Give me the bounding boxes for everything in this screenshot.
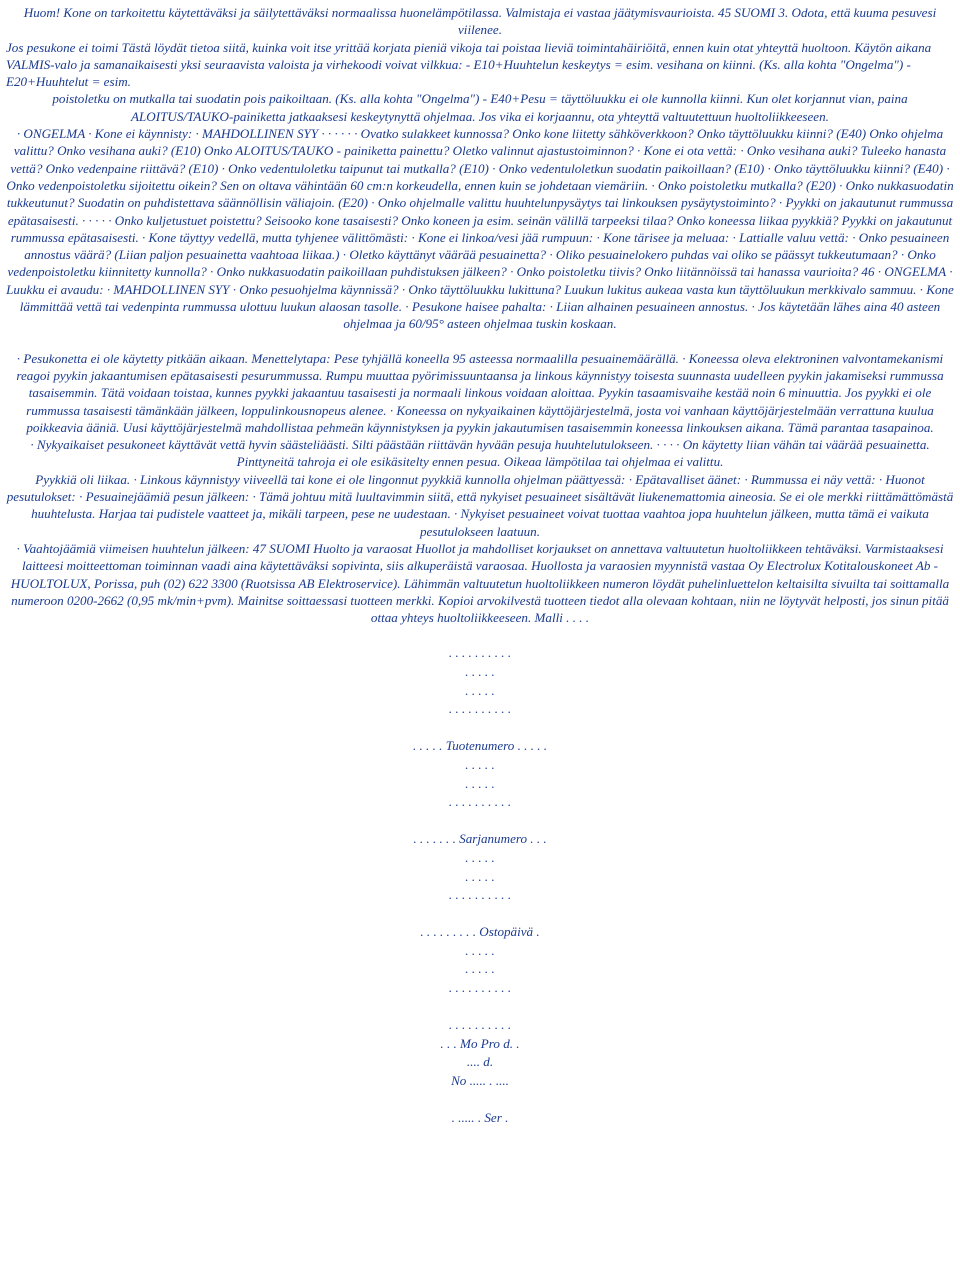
form-spacer [6,905,954,924]
form-line: . . . . . . . . . . [448,701,512,717]
explanations-section [6,350,954,627]
form-line: . . . . . . . . . . [448,1017,512,1033]
form-line: . . . . . . . . . . [448,887,512,903]
problem-causes-text: · ONGELMA · Kone ei käynnisty: · MAHDOLLINEN SYY · · · · · · Ovatko sulakkeet kunnossa? Onko kone liitetty sähköverkkoon? Onko täyttöluukku kiinni? (E40) Onko ohjelma valittu? Onko vesihana auki? (E10) Onko ALOITUS/TAUKO - painiketta painettu? Oletko valinnut ajastustoiminnon? · Kone ei ota vettä: · Onko vesihana auki? Tuleeko hanasta vettä? Onko vedenpaine riittävä? (E10) · Onko vedentuloletku taipunut tai mutkalla? (E10) · Onko vedentuloletkun suodatin paikoillaan? (E10) · Onko täyttöluukku kiinni? (E40) · Onko vedenpoistoletku sijoitettu oikein? Sen on oltava vähintään 60 cm:n korkeudella, ennen kuin se johdetaan viemäriin. · Onko poistoletku mutkalla? (E20) · Onko nukkasuodatin tukkeutunut? Suodatin on puhdistettava säännöllisin väliajoin. (E20) · Onko ohjelmalle valittu huuhtelunpysäytys tai linkouksen pysäytystoiminto? · Pyykki on jakautunut rummussa epätasaisesti. · · · · · Onko kuljetustuet poistettu? Seisooko kone tasaisesti? Onko koneen ja esim. seinän välillä tarpeeksi tilaa? Onko koneessa liikaa pyykkiä? Pyykki on jakautunut rummussa epätasaisesti. · Kone täyttyy vedellä, mutta tyhjenee välittömästi: · Kone ei linkoa/vesi jää rumpuun: · Kone tärisee ja meluaa: · Lattialle valuu vettä: · Onko pesuaineen annostus väärä? (Liian paljon pesuainetta vaahtoaa liikaa.) · Oletko käyttänyt väärää pesuainetta? · Oliko pesuainelokero puhdas vai oliko se päässyt tukkeutumaan? · Onko vedenpoistoletku kiinnitetty kunnolla? · Onko nukkasuodatin paikoillaan puhdistuksen jälkeen? · Onko poistoletku tiivis? Onko liitännöissä tai hanassa vaurioita? 46 · ONGELMA · Luukku ei avaudu: · MAHDOLLINEN SYY · Onko pesuohjelma käynnissä? · Onko täyttöluukku lukittuna? Luukun lukitus aukeaa vasta kun täyttöluukun merkkivalo sammuu. · Kone lämmittää vettä tai vedenpinta rummussa ulottuu luukun alaosan tasolle. · Pesukone haisee pahalta: · Liian alhainen pesuaineen annostus. · Jos käytetään lähes aina 40 asteen ohjelmaa ja 60/95° asteen ohjelmaa tuskin koskaan. [6,126,954,332]
form-line: . . . . . [465,849,495,865]
number-line: No ..... . .... [451,1073,509,1089]
form-line: . . . . . . . . . . [448,794,512,810]
form-spacer [6,719,954,738]
troubleshooting-section [6,4,954,333]
form-spacer [6,998,954,1017]
form-line: . . . . . [465,961,495,977]
purchase-date-line: . . . . . . . . . Ostopäivä . [420,924,540,940]
form-line: . . . . . . . . . . [448,645,512,661]
form-spacer [6,1091,954,1110]
model-product-line: . . . Mo Pro d. . [440,1035,520,1051]
error-codes-text: poistoletku on mutkalla tai suodatin pois paikoiltaan. (Ks. alla kohta "Ongelma") - E40+Pesu = täyttöluukku ei ole kunnolla kiinni. Kun olet korjannut vian, paina ALOITUS/TAUKO-painiketta jatkaaksesi keskeytynyttä ohjelmaa. Jos vika ei korjaannu, ota yhteyttä valtuutettuun huoltoliikkeeseen. [52,91,908,124]
product-number-line: . . . . . Tuotenumero . . . . . [412,738,548,754]
serial-number-line: . . . . . . . Sarjanumero . . . [413,831,547,847]
form-spacer [6,812,954,831]
serial-line: . ..... . Ser . [451,1110,509,1126]
form-line: . . . . . [465,682,495,698]
form-line: .... d. [466,1054,494,1070]
form-line: . . . . . . . . . . [448,980,512,996]
explanation-paragraph: Pyykkiä oli liikaa. · Linkous käynnistyy viiveellä tai kone ei ole lingonnut pyykkiä kunnolla ohjelman päättyessä: · Epätavalliset äänet: · Rummussa ei näy vettä: · Huonot pesutulokset: · Pesuainejäämiä pesun jälkeen: · Tämä johtuu mitä luultavimmin siitä, että nykyiset pesuaineet sisältävät liukenemattomia aineosia. Se ei ole merkki riittämättömästä huuhtelusta. Harjaa tai pudistele vaatteet ja, mikäli tarpeen, pese ne uudestaan. · Nykyiset pesuaineet voivat tuottaa vaahtoa jopa huuhtelun jälkeen, mutta tämä ei vaikuta pesutulokseen laatuun. [6,471,954,539]
form-line: . . . . . [465,868,495,884]
section-gap [6,333,954,350]
explanation-paragraph: · Pesukonetta ei ole käytetty pitkään aikaan. Menettelytapa: Pese tyhjällä koneella 95 asteessa normaalilla pesuainemäärällä. · Koneessa oleva elektroninen valvontamekanismi reagoi pyykin jakaantumisen epätasaisesti pesurummussa. Rumpu muuttaa pyörimissuuntaansa ja linkous käynnistyy toisesta suunnasta uudelleen pyykin jakamiseksi rummussa tasaisemmin. Tätä voidaan toistaa, kunnes pyykki jakaantuu tasaisesti ja normaali linkous voidaan aloittaa. Pyykin tasaamisvaihe kestää noin 6 minuuttia. Jos pyykki ei ole rummussa tasaisesti tämänkään jälkeen, loppulinkousnopeus alenee. · Koneessa on nykyaikainen käyttöjärjestelmä, josta voi vanhaan käyttöjärjestelmään verrattuna kuulua poikkeavia ääniä. Uusi käyttöjärjestelmä mahdollistaa pehmeän käynnistyksen ja pyykin jakautumisen tasaisemmin koneessa linkouksen aikana. Tämä parantaa tasapainoa. [16,350,944,435]
form-line: . . . . . [465,756,495,772]
service-paragraph: · Vaahtojäämiä viimeisen huuhtelun jälkeen: 47 SUOMI Huolto ja varaosat Huollot ja mahdolliset korjaukset on annettava valtuutetun huoltoliikkeen tehtäväksi. Varmistaaksesi laitteesi moitteettoman toiminnan vaadi aina käytettäväksi sopivinta, siis alkuperäistä varaosaa. Huollosta ja varaosien myynnistä vastaa Oy Electrolux Kotitalouskoneet Ab - HUOLTOLUX, Porissa, puh (02) 622 3300 (Ruotsissa AB Elektroservice). Lähimmän valtuutetun huoltoliikkeen numeron löydät puhelinluettelon keltaisilta sivuilta tai soittamalla numeroon 0200-2662 (0,95 mk/min+pvm). Mainitse soittaessasi tuotteen merkki. Kopioi arvokilvestä tuotteen tiedot alla olevaan kohtaan, niin ne löytyvät helposti, jos sinun pitää ottaa yhteys huoltoliikkeeseen. Malli . . . . [10,540,950,626]
form-line: . . . . . [465,663,495,679]
explanation-paragraph: · Nykyaikaiset pesukoneet käyttävät vettä hyvin säästeliäästi. Silti päästään riittävän hyvään pesuja huuhtelutulokseen. · · · · On käytetty liian vähän tai väärää pesuainetta. Pinttyneitä tahroja ei ole esikäsitelty ennen pesua. Oikeaa lämpötilaa tai ohjelmaa ei valittu. [30,437,930,470]
intro-note: Huom! Kone on tarkoitettu käytettäväksi ja säilytettäväksi normaalissa huonelämpötilassa. Valmistaja ei vastaa jäätymisvaurioista. 45 SUOMI 3. Odota, että kuuma pesuvesi viilenee. [23,5,937,38]
form-line: . . . . . [465,942,495,958]
product-info-form [6,644,954,1127]
section-gap [6,626,954,644]
troubleshooting-intro: Jos pesukone ei toimi Tästä löydät tietoa siitä, kuinka voit itse yrittää korjata pieniä vikoja tai poistaa lieviä toimintahäiriöitä, ennen kuin otat yhteyttä huoltoon. Käytön aikana VALMIS-valo ja samanaikaisesti yksi seuraavista valoista ja virhekoodi voivat vilkkua: - E10+Huuhtelun keskeytys = esim. vesihana on kiinni. (Ks. alla kohta "Ongelma") - E20+Huuhtelut = esim. [6,39,932,90]
form-line: . . . . . [465,775,495,791]
